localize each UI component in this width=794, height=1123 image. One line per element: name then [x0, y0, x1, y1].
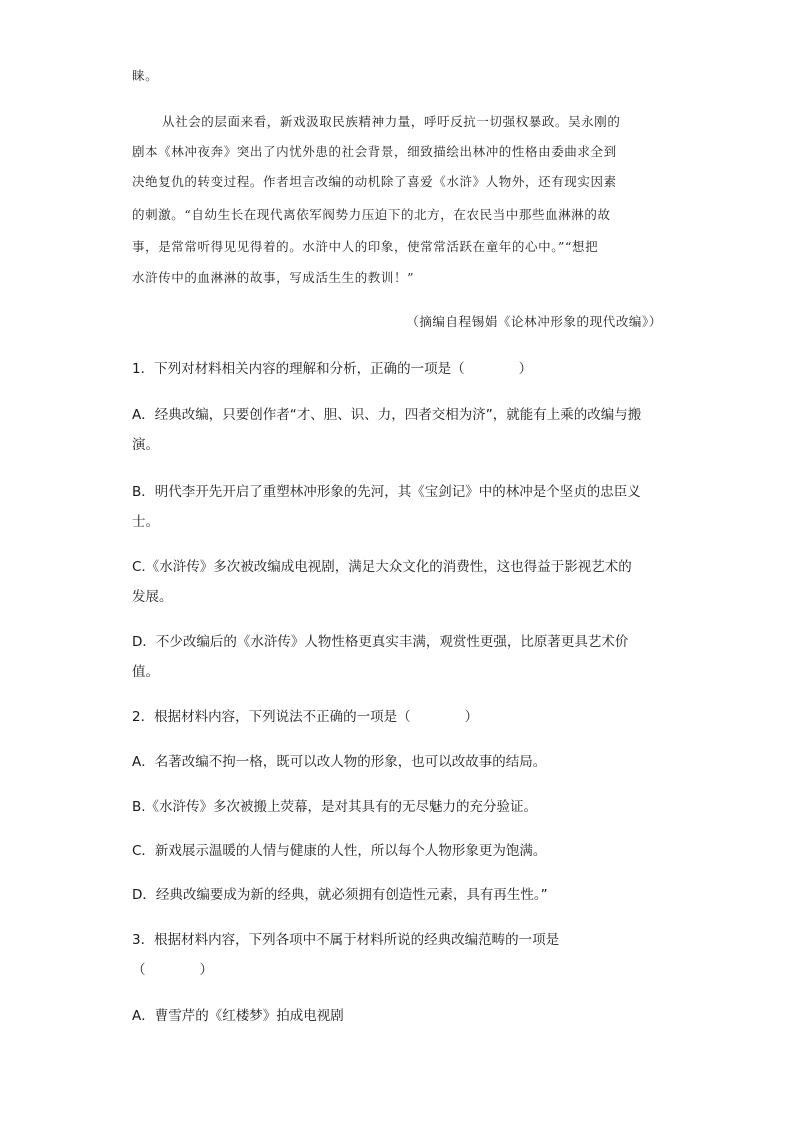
question-1-option-b: B．明代李开先开启了重塑林冲形象的先河，其《宝剑记》中的林冲是个坚贞的忠臣义 — [132, 484, 641, 500]
passage-line: 水浒传中的血淋淋的故事，写成活生生的教训！” — [132, 270, 415, 285]
passage-line: 从社会的层面来看，新戏汲取民族精神力量，呼吁反抗一切强权暴政。吴永刚的 — [162, 114, 621, 129]
passage-line: 的刺激。“自幼生长在现代离依军阀势力压迫下的北方，在农民当中那些血淋淋的故 — [132, 207, 611, 222]
question-2-option-b: B.《水浒传》多次被搬上荧幕，是对其具有的无尽魅力的充分验证。 — [132, 799, 538, 815]
question-2-option-d: D．经典改编要成为新的经典，就必须拥有创造性元素，具有再生性。” — [132, 887, 548, 903]
question-1-option-a-cont: 演。 — [132, 437, 159, 453]
question-1-stem: 1．下列对材料相关内容的理解和分析，正确的一项是（ ） — [132, 361, 533, 377]
question-1-option-b-cont: 士。 — [132, 514, 159, 530]
question-1-option-c: C.《水浒传》多次被改编成电视剧，满足大众文化的消费性，这也得益于影视艺术的 — [132, 559, 632, 575]
passage-line: 决绝复仇的转变过程。作者坦言改编的动机除了喜爱《水浒》人物外，还有现实因素 — [132, 174, 617, 189]
question-1-option-c-cont: 发展。 — [132, 589, 173, 605]
question-2-option-c: C．新戏展示温暖的人情与健康的人性，所以每个人物形象更为饱满。 — [132, 843, 547, 859]
question-2-stem: 2．根据材料内容，下列说法不正确的一项是（ ） — [132, 709, 479, 725]
passage-source: （摘编自程锡娟《论林冲形象的现代改编》） — [406, 314, 662, 329]
question-3-option-a: A．曹雪芹的《红楼梦》拍成电视剧 — [132, 1008, 344, 1024]
question-1-option-d: D．不少改编后的《水浒传》人物性格更真实丰满，观赏性更强，比原著更具艺术价 — [132, 634, 629, 650]
question-3-stem-cont: （ ） — [132, 962, 213, 978]
question-1-option-d-cont: 值。 — [132, 664, 159, 680]
question-1-option-a: A．经典改编，只要创作者“才、胆、识、力，四者交相为济”，就能有上乘的改编与搬 — [132, 407, 642, 423]
question-3-stem: 3．根据材料内容，下列各项中不属于材料所说的经典改编范畴的一项是 — [132, 932, 560, 948]
question-2-option-a: A．名著改编不拘一格，既可以改人物的形象，也可以改故事的结局。 — [132, 754, 547, 770]
passage-line-fragment: 睐。 — [132, 68, 159, 83]
passage-line: 剧本《林冲夜奔》突出了内忧外患的社会背景，细致描绘出林冲的性格由委曲求全到 — [132, 144, 617, 159]
passage-line: 事，是常常听得见见得着的。水浒中人的印象，使常常活跃在童年的心中。”“想把 — [132, 239, 599, 254]
